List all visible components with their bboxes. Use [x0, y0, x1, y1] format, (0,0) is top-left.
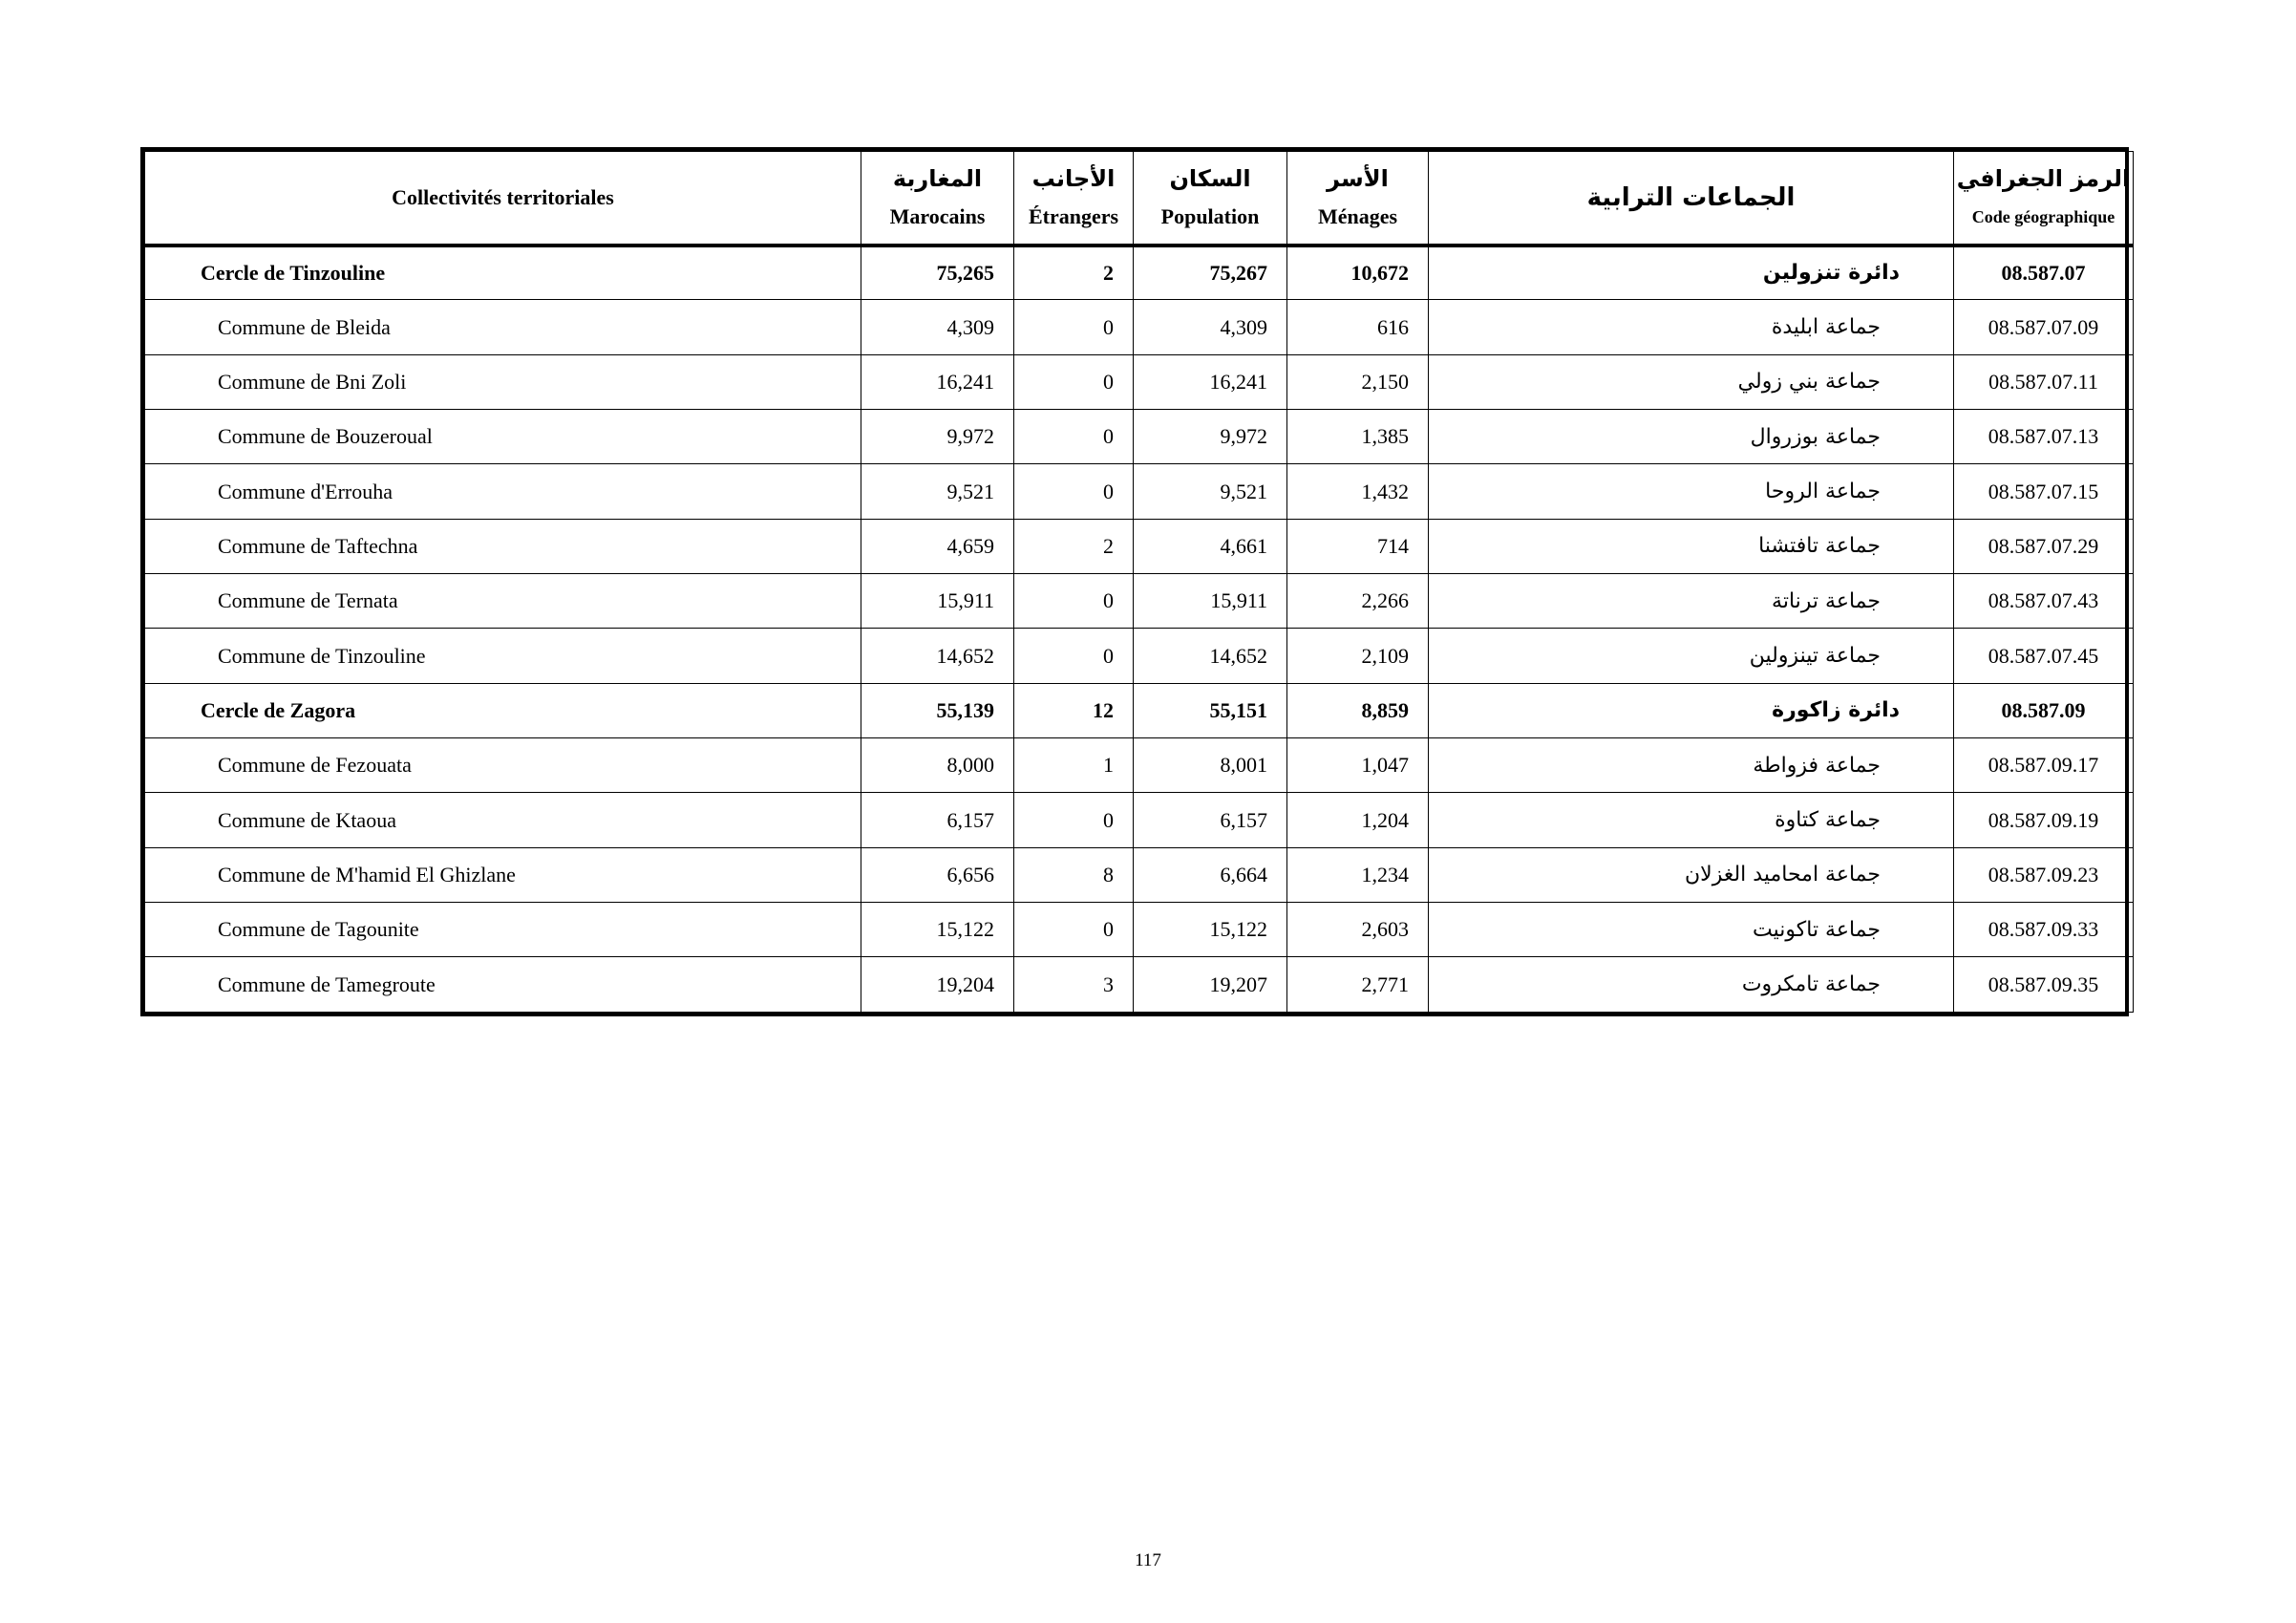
cell-name-ar: جماعة تافتشنا — [1429, 519, 1954, 573]
cell-marocains: 19,204 — [861, 957, 1014, 1013]
cell-etrangers: 8 — [1014, 847, 1134, 902]
cell-menages: 1,047 — [1287, 738, 1429, 793]
commune-row — [145, 410, 2134, 464]
cell-code: 08.587.07.11 — [1954, 354, 2134, 409]
cell-menages: 2,771 — [1287, 957, 1429, 1013]
header-population-fr: Population — [1160, 203, 1260, 228]
header-population-ar: السكان — [1169, 164, 1251, 192]
commune-row — [145, 354, 2134, 409]
cell-etrangers: 0 — [1014, 300, 1134, 354]
cell-name-ar: جماعة الروحا — [1429, 464, 1954, 519]
cell-etrangers: 0 — [1014, 410, 1134, 464]
header-menages-fr: Ménages — [1317, 203, 1398, 228]
cell-name: Commune de Tamegroute — [145, 957, 861, 1013]
cercle-row — [145, 683, 2134, 737]
cell-name: Commune de Taftechna — [145, 519, 861, 573]
cell-population: 9,521 — [1134, 464, 1287, 519]
cell-code: 08.587.07.29 — [1954, 519, 2134, 573]
cell-marocains: 4,309 — [861, 300, 1014, 354]
population-table-container — [140, 147, 2129, 1016]
cell-code: 08.587.09.33 — [1954, 903, 2134, 957]
header-code-fr: Code géographique — [1971, 206, 2115, 226]
commune-row — [145, 519, 2134, 573]
cell-marocains: 9,521 — [861, 464, 1014, 519]
cell-name-ar: جماعة كتاوة — [1429, 793, 1954, 847]
cercle-row — [145, 246, 2134, 300]
cell-name: Commune de Ktaoua — [145, 793, 861, 847]
cell-menages: 8,859 — [1287, 683, 1429, 737]
cell-code: 08.587.07 — [1954, 246, 2134, 300]
cell-code: 08.587.09.17 — [1954, 738, 2134, 793]
cell-etrangers: 12 — [1014, 683, 1134, 737]
table-body — [145, 246, 2134, 1013]
cell-name: Commune de Ternata — [145, 574, 861, 629]
cell-name: Commune de Bouzeroual — [145, 410, 861, 464]
cell-code: 08.587.09.23 — [1954, 847, 2134, 902]
cell-population: 15,122 — [1134, 903, 1287, 957]
cell-name-ar: جماعة تامكروت — [1429, 957, 1954, 1013]
commune-row — [145, 300, 2134, 354]
cell-code: 08.587.07.09 — [1954, 300, 2134, 354]
commune-row — [145, 903, 2134, 957]
cell-menages: 616 — [1287, 300, 1429, 354]
cell-marocains: 55,139 — [861, 683, 1014, 737]
cell-etrangers: 1 — [1014, 738, 1134, 793]
cell-marocains: 75,265 — [861, 246, 1014, 300]
cell-marocains: 15,122 — [861, 903, 1014, 957]
cell-menages: 1,385 — [1287, 410, 1429, 464]
cell-population: 8,001 — [1134, 738, 1287, 793]
header-menages — [1287, 152, 1429, 246]
header-marocains-ar: المغاربة — [892, 164, 983, 192]
cell-name-ar: جماعة بني زولي — [1429, 354, 1954, 409]
cell-marocains: 14,652 — [861, 629, 1014, 683]
cell-population: 4,309 — [1134, 300, 1287, 354]
cell-menages: 1,234 — [1287, 847, 1429, 902]
cell-code: 08.587.09.35 — [1954, 957, 2134, 1013]
cell-code: 08.587.07.15 — [1954, 464, 2134, 519]
cell-menages: 1,432 — [1287, 464, 1429, 519]
cell-etrangers: 0 — [1014, 793, 1134, 847]
header-population — [1134, 152, 1287, 246]
cell-menages: 714 — [1287, 519, 1429, 573]
header-marocains-fr: Marocains — [889, 203, 986, 228]
cell-name: Commune de Tagounite — [145, 903, 861, 957]
cell-etrangers: 3 — [1014, 957, 1134, 1013]
commune-row — [145, 957, 2134, 1013]
cell-name-ar: جماعة بوزروال — [1429, 410, 1954, 464]
page-number: 117 — [1135, 1550, 1161, 1570]
cell-marocains: 4,659 — [861, 519, 1014, 573]
cell-code: 08.587.07.43 — [1954, 574, 2134, 629]
cell-etrangers: 2 — [1014, 519, 1134, 573]
header-menages-ar: الأسر — [1327, 164, 1389, 192]
cell-code: 08.587.07.13 — [1954, 410, 2134, 464]
cell-population: 16,241 — [1134, 354, 1287, 409]
cell-etrangers: 0 — [1014, 629, 1134, 683]
cell-menages: 2,266 — [1287, 574, 1429, 629]
header-etrangers-fr: Étrangers — [1028, 203, 1119, 228]
header-code — [1954, 152, 2134, 246]
cell-name: Commune de Bni Zoli — [145, 354, 861, 409]
commune-row — [145, 847, 2134, 902]
commune-row — [145, 738, 2134, 793]
cell-code: 08.587.07.45 — [1954, 629, 2134, 683]
header-code-ar: الرمز الجغرافي — [1956, 164, 2131, 192]
cell-population: 15,911 — [1134, 574, 1287, 629]
header-jamaat-ar: الجماعات الترابية — [1429, 152, 1954, 246]
cell-name: Commune de M'hamid El Ghizlane — [145, 847, 861, 902]
cell-etrangers: 0 — [1014, 903, 1134, 957]
cell-etrangers: 0 — [1014, 354, 1134, 409]
cell-menages: 2,603 — [1287, 903, 1429, 957]
cell-name: Cercle de Zagora — [145, 683, 861, 737]
cell-marocains: 15,911 — [861, 574, 1014, 629]
header-marocains — [861, 152, 1014, 246]
cell-name-ar: دائرة تنزولين — [1429, 246, 1954, 300]
cell-etrangers: 0 — [1014, 574, 1134, 629]
cell-name-ar: دائرة زاكورة — [1429, 683, 1954, 737]
cell-name: Commune d'Errouha — [145, 464, 861, 519]
cell-name: Commune de Tinzouline — [145, 629, 861, 683]
cell-population: 6,157 — [1134, 793, 1287, 847]
cell-marocains: 6,656 — [861, 847, 1014, 902]
cell-name: Commune de Fezouata — [145, 738, 861, 793]
cell-name-ar: جماعة تاكونيت — [1429, 903, 1954, 957]
cell-name: Commune de Bleida — [145, 300, 861, 354]
cell-etrangers: 0 — [1014, 464, 1134, 519]
cell-population: 9,972 — [1134, 410, 1287, 464]
cell-population: 14,652 — [1134, 629, 1287, 683]
cell-name-ar: جماعة فزواطة — [1429, 738, 1954, 793]
header-collectivites: Collectivités territoriales — [145, 152, 861, 246]
cell-marocains: 6,157 — [861, 793, 1014, 847]
cell-code: 08.587.09 — [1954, 683, 2134, 737]
commune-row — [145, 629, 2134, 683]
header-etrangers-ar: الأجانب — [1031, 164, 1116, 192]
cell-name-ar: جماعة تينزولين — [1429, 629, 1954, 683]
population-table — [144, 151, 2134, 1013]
cell-population: 75,267 — [1134, 246, 1287, 300]
cell-marocains: 8,000 — [861, 738, 1014, 793]
cell-population: 19,207 — [1134, 957, 1287, 1013]
cell-marocains: 9,972 — [861, 410, 1014, 464]
cell-population: 6,664 — [1134, 847, 1287, 902]
cell-menages: 2,109 — [1287, 629, 1429, 683]
cell-population: 4,661 — [1134, 519, 1287, 573]
commune-row — [145, 574, 2134, 629]
cell-name-ar: جماعة ابليدة — [1429, 300, 1954, 354]
cell-menages: 10,672 — [1287, 246, 1429, 300]
cell-population: 55,151 — [1134, 683, 1287, 737]
cell-name: Cercle de Tinzouline — [145, 246, 861, 300]
cell-etrangers: 2 — [1014, 246, 1134, 300]
cell-marocains: 16,241 — [861, 354, 1014, 409]
cell-menages: 1,204 — [1287, 793, 1429, 847]
cell-name-ar: جماعة ترناتة — [1429, 574, 1954, 629]
commune-row — [145, 793, 2134, 847]
cell-code: 08.587.09.19 — [1954, 793, 2134, 847]
header-etrangers — [1014, 152, 1134, 246]
cell-name-ar: جماعة امحاميد الغزلان — [1429, 847, 1954, 902]
cell-menages: 2,150 — [1287, 354, 1429, 409]
commune-row — [145, 464, 2134, 519]
table-header — [145, 152, 2134, 246]
